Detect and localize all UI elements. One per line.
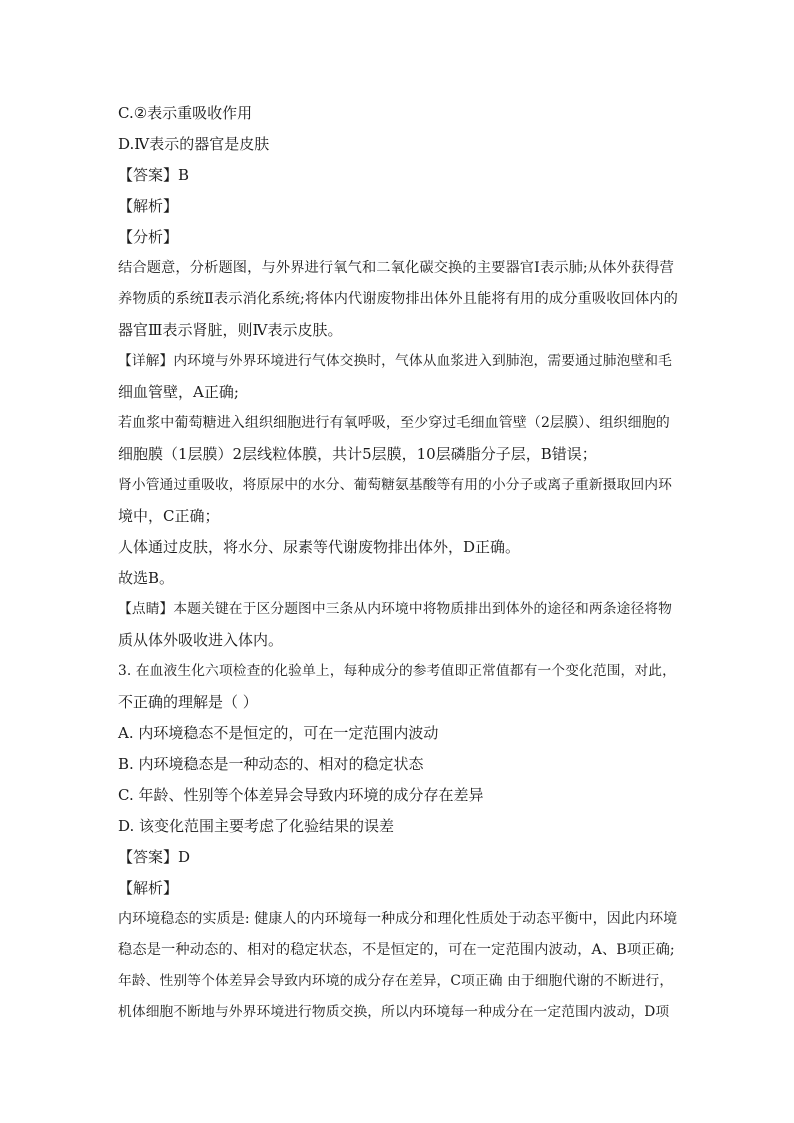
analysis-heading: 【解析】 bbox=[118, 879, 179, 897]
detail-line: 细血管壁，A正确; bbox=[118, 383, 239, 401]
fenxi-heading: 【分析】 bbox=[118, 228, 179, 246]
analysis-line: 机体细胞不断地与外界环境进行物质交换，所以内环境每一种成分在一定范围内波动，D项 bbox=[118, 1004, 670, 1020]
detail-line: 人体通过皮肤，将水分、尿素等代谢废物排出体外，D正确。 bbox=[118, 538, 521, 556]
conclusion-line: 故选B。 bbox=[118, 569, 175, 587]
detail-line: 境中，C正确； bbox=[118, 507, 220, 525]
option-b: B. 内环境稳态是一种动态的、相对的稳定状态 bbox=[118, 755, 424, 773]
option-c: C. 年龄、性别等个体差异会导致内环境的成分存在差异 bbox=[118, 786, 484, 804]
detail-line: 肾小管通过重吸收，将原尿中的水分、葡萄糖氨基酸等有用的小分子或离子重新摄取回内环 bbox=[118, 477, 673, 493]
detail-line: 【详解】内环境与外界环境进行气体交换时，气体从血浆进入到肺泡，需要通过肺泡壁和毛 bbox=[118, 353, 673, 369]
paragraph-line: 器官Ⅲ表示肾脏，则Ⅳ表示皮肤。 bbox=[118, 321, 343, 339]
option-d: D. 该变化范围主要考虑了化验结果的误差 bbox=[118, 817, 395, 835]
analysis-line: 稳态是一种动态的、相对的稳定状态，不是恒定的，可在一定范围内波动，A、B项正确; bbox=[118, 942, 675, 958]
detail-line: 若血浆中葡萄糖进入组织细胞进行有氧呼吸，至少穿过毛细血管壁（2层膜）、组织细胞的 bbox=[118, 415, 670, 431]
analysis-heading: 【解析】 bbox=[118, 197, 179, 215]
paragraph-line: 养物质的系统Ⅱ表示消化系统;将体内代谢废物排出体外且能将有用的成分重吸收回体内的 bbox=[118, 291, 678, 307]
option-c-line: C.②表示重吸收作用 bbox=[118, 104, 253, 122]
answer-line: 【答案】B bbox=[118, 166, 190, 184]
paragraph-line: 结合题意，分析题图，与外界进行氧气和二氧化碳交换的主要器官Ⅰ表示肺;从体外获得营 bbox=[118, 260, 674, 276]
detail-line: 细胞膜（1层膜）2层线粒体膜，共计5层膜，10层磷脂分子层，B错误； bbox=[118, 445, 597, 463]
highlight-line: 质从体外吸收进入体内。 bbox=[118, 631, 284, 649]
analysis-line: 年龄、性别等个体差异会导致内环境的成分存在差异，C项正确 由于细胞代谢的不断进行， bbox=[118, 973, 674, 989]
option-a: A. 内环境稳态不是恒定的，可在一定范围内波动 bbox=[118, 724, 439, 742]
highlight-line: 【点睛】本题关键在于区分题图中三条从内环境中将物质排出到体外的途径和两条途径将物 bbox=[118, 601, 673, 617]
question-stem: 3. 在血液生化六项检查的化验单上，每种成分的参考值即正常值都有一个变化范围，对此， bbox=[118, 663, 676, 679]
question-stem: 不正确的理解是（ ） bbox=[118, 693, 258, 711]
answer-line: 【答案】D bbox=[118, 848, 191, 866]
option-d-line: D.Ⅳ表示的器官是皮肤 bbox=[118, 135, 270, 153]
analysis-line: 内环境稳态的实质是: 健康人的内环境每一种成分和理化性质处于动态平衡中，因此内环境 bbox=[118, 911, 678, 927]
